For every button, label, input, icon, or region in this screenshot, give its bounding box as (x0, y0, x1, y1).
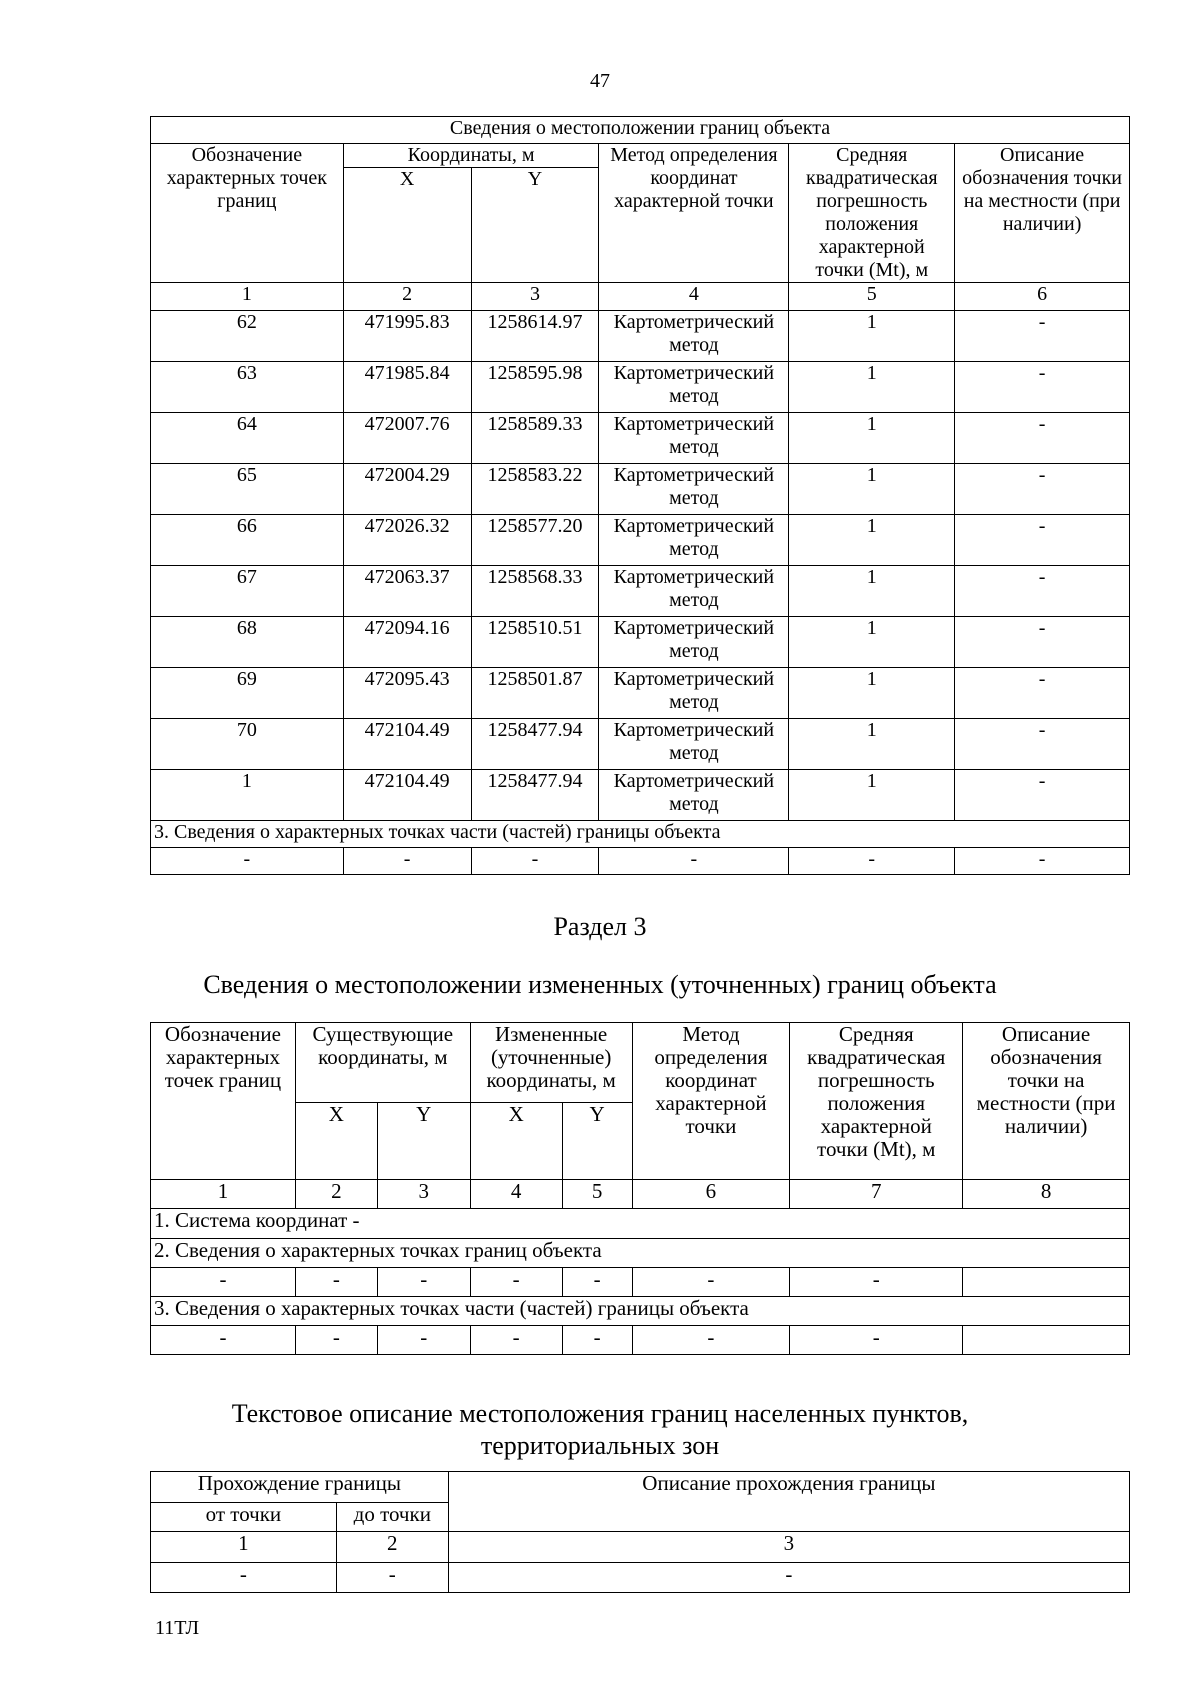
cell: 472095.43 (343, 668, 471, 719)
col-number: 2 (295, 1180, 377, 1209)
cell: 63 (151, 362, 344, 413)
cell: Картометрический метод (599, 362, 789, 413)
cell: 64 (151, 413, 344, 464)
cell: 472094.16 (343, 617, 471, 668)
cell: 472007.76 (343, 413, 471, 464)
cell: 1 (789, 566, 955, 617)
title-line-1: Текстовое описание местоположения границ населенных пунктов, (231, 1399, 969, 1428)
col-number: 7 (790, 1180, 963, 1209)
cell: - (295, 1268, 377, 1297)
table-row (151, 362, 1130, 413)
col-number: 4 (470, 1180, 562, 1209)
cell: 472026.32 (343, 515, 471, 566)
cell: 1258583.22 (471, 464, 599, 515)
header-passage: Прохождение границы (151, 1472, 449, 1503)
header-x: X (343, 168, 471, 283)
table-row (151, 515, 1130, 566)
section-label-parts: 3. Сведения о характерных точках части (частей) границы объекта (151, 821, 1130, 848)
cell: 70 (151, 719, 344, 770)
cell: 1 (789, 311, 955, 362)
cell: 1258501.87 (471, 668, 599, 719)
cell: 1258614.97 (471, 311, 599, 362)
cell: - (955, 515, 1130, 566)
cell: - (471, 848, 599, 875)
header-coords: Координаты, м (343, 144, 599, 168)
header-existing: Существующие координаты, м (295, 1023, 470, 1103)
column-numbers-row (151, 1180, 1130, 1209)
cell: 1258568.33 (471, 566, 599, 617)
table-body (151, 311, 1130, 821)
col-number: 3 (448, 1532, 1129, 1563)
col-number: 3 (377, 1180, 470, 1209)
cell: - (955, 566, 1130, 617)
cell: - (377, 1268, 470, 1297)
cell: 1 (789, 617, 955, 668)
cell: Картометрический метод (599, 668, 789, 719)
header-x: X (470, 1103, 562, 1180)
cell: - (599, 848, 789, 875)
table-row (151, 1326, 1130, 1355)
header-desc: Описание обозначения точки на местности (при наличии) (963, 1023, 1130, 1180)
table-row (151, 413, 1130, 464)
cell: 1258510.51 (471, 617, 599, 668)
section-heading: Раздел 3 (553, 912, 647, 941)
col-number: 5 (562, 1180, 632, 1209)
cell: - (955, 668, 1130, 719)
cell: - (790, 1326, 963, 1355)
cell: 1 (789, 719, 955, 770)
section-label-system: 1. Система координат - (151, 1209, 1130, 1239)
header-to: до точки (336, 1503, 448, 1532)
cell: Картометрический метод (599, 413, 789, 464)
cell: - (789, 848, 955, 875)
cell: 472004.29 (343, 464, 471, 515)
header-y: Y (471, 168, 599, 283)
cell: - (955, 617, 1130, 668)
section-label-points: 2. Сведения о характерных точках границ объекта (151, 1239, 1130, 1268)
header-method: Метод определения координат характерной точки (632, 1023, 790, 1180)
cell: - (955, 719, 1130, 770)
cell: - (955, 464, 1130, 515)
cell: - (295, 1326, 377, 1355)
cell: 1 (789, 770, 955, 821)
cell: Картометрический метод (599, 515, 789, 566)
table-row (151, 311, 1130, 362)
cell: 1258595.98 (471, 362, 599, 413)
header-error: Средняя квадратическая погрешность положения характерной точки (Mt), м (790, 1023, 963, 1180)
cell: 1258577.20 (471, 515, 599, 566)
cell: - (562, 1326, 632, 1355)
cell: Картометрический метод (599, 617, 789, 668)
cell: - (470, 1326, 562, 1355)
boundary-location-table (150, 116, 1130, 875)
cell: 472104.49 (343, 719, 471, 770)
cell (963, 1268, 1130, 1297)
cell: - (955, 362, 1130, 413)
col-number: 1 (151, 283, 344, 311)
cell: - (336, 1563, 448, 1593)
cell: - (470, 1268, 562, 1297)
column-numbers-row (151, 283, 1130, 311)
cell: - (632, 1268, 790, 1297)
col-number: 1 (151, 1180, 296, 1209)
cell: - (955, 413, 1130, 464)
cell: 1 (789, 515, 955, 566)
column-numbers-row (151, 1532, 1130, 1563)
col-number: 6 (632, 1180, 790, 1209)
cell: 1258477.94 (471, 719, 599, 770)
cell: 67 (151, 566, 344, 617)
cell: 1 (789, 362, 955, 413)
boundary-passage-table (150, 1471, 1130, 1593)
cell: - (632, 1326, 790, 1355)
cell: 471995.83 (343, 311, 471, 362)
header-description: Описание прохождения границы (448, 1472, 1129, 1532)
cell: - (562, 1268, 632, 1297)
cell: 62 (151, 311, 344, 362)
cell: 1258477.94 (471, 770, 599, 821)
cell: 1258589.33 (471, 413, 599, 464)
col-number: 1 (151, 1532, 337, 1563)
header-y: Y (377, 1103, 470, 1180)
table-row (151, 1563, 1130, 1593)
cell: 68 (151, 617, 344, 668)
col-number: 4 (599, 283, 789, 311)
table-row (151, 848, 1130, 875)
table-row (151, 719, 1130, 770)
title-line-2: территориальных зон (480, 1431, 720, 1460)
header-changed: Измененные (уточненные) координаты, м (470, 1023, 632, 1103)
cell: 65 (151, 464, 344, 515)
header-y: Y (562, 1103, 632, 1180)
col-number: 8 (963, 1180, 1130, 1209)
cell: - (377, 1326, 470, 1355)
header-x: X (295, 1103, 377, 1180)
table-row (151, 668, 1130, 719)
cell: - (955, 770, 1130, 821)
cell: Картометрический метод (599, 464, 789, 515)
cell: - (955, 848, 1130, 875)
cell: - (151, 1326, 296, 1355)
cell: 1 (151, 770, 344, 821)
cell: - (955, 311, 1130, 362)
header-point: Обозначение характерных точек границ (151, 1023, 296, 1180)
cell: 69 (151, 668, 344, 719)
cell: 1 (789, 668, 955, 719)
header-desc: Описание обозначения точки на местности (при наличии) (955, 144, 1130, 283)
footer-code: 11ТЛ (155, 1617, 200, 1639)
cell: Картометрический метод (599, 770, 789, 821)
cell: - (151, 1268, 296, 1297)
col-number: 5 (789, 283, 955, 311)
header-from: от точки (151, 1503, 337, 1532)
cell: 472104.49 (343, 770, 471, 821)
page-number: 47 (590, 70, 610, 92)
header-point: Обозначение характерных точек границ (151, 144, 344, 283)
cell: 66 (151, 515, 344, 566)
col-number: 2 (343, 283, 471, 311)
table-row (151, 566, 1130, 617)
cell: 1 (789, 413, 955, 464)
cell: - (343, 848, 471, 875)
header-error: Средняя квадратическая погрешность положения характерной точки (Mt), м (789, 144, 955, 283)
cell: Картометрический метод (599, 566, 789, 617)
cell: - (790, 1268, 963, 1297)
cell: - (448, 1563, 1129, 1593)
changed-boundary-table (150, 1022, 1130, 1355)
text-description-title (0, 1398, 1200, 1462)
table-title: Сведения о местоположении границ объекта (151, 117, 1130, 144)
table-row (151, 770, 1130, 821)
col-number: 3 (471, 283, 599, 311)
cell: Картометрический метод (599, 719, 789, 770)
table-row (151, 464, 1130, 515)
section-title: Сведения о местоположении измененных (уточненных) границ объекта (203, 970, 997, 999)
cell: 472063.37 (343, 566, 471, 617)
col-number: 6 (955, 283, 1130, 311)
cell: 471985.84 (343, 362, 471, 413)
section-label-parts: 3. Сведения о характерных точках части (частей) границы объекта (151, 1297, 1130, 1326)
col-number: 2 (336, 1532, 448, 1563)
cell: Картометрический метод (599, 311, 789, 362)
header-method: Метод определения координат характерной точки (599, 144, 789, 283)
cell: 1 (789, 464, 955, 515)
cell: - (151, 1563, 337, 1593)
cell: - (151, 848, 344, 875)
cell (963, 1326, 1130, 1355)
table-row (151, 1268, 1130, 1297)
table-row (151, 617, 1130, 668)
